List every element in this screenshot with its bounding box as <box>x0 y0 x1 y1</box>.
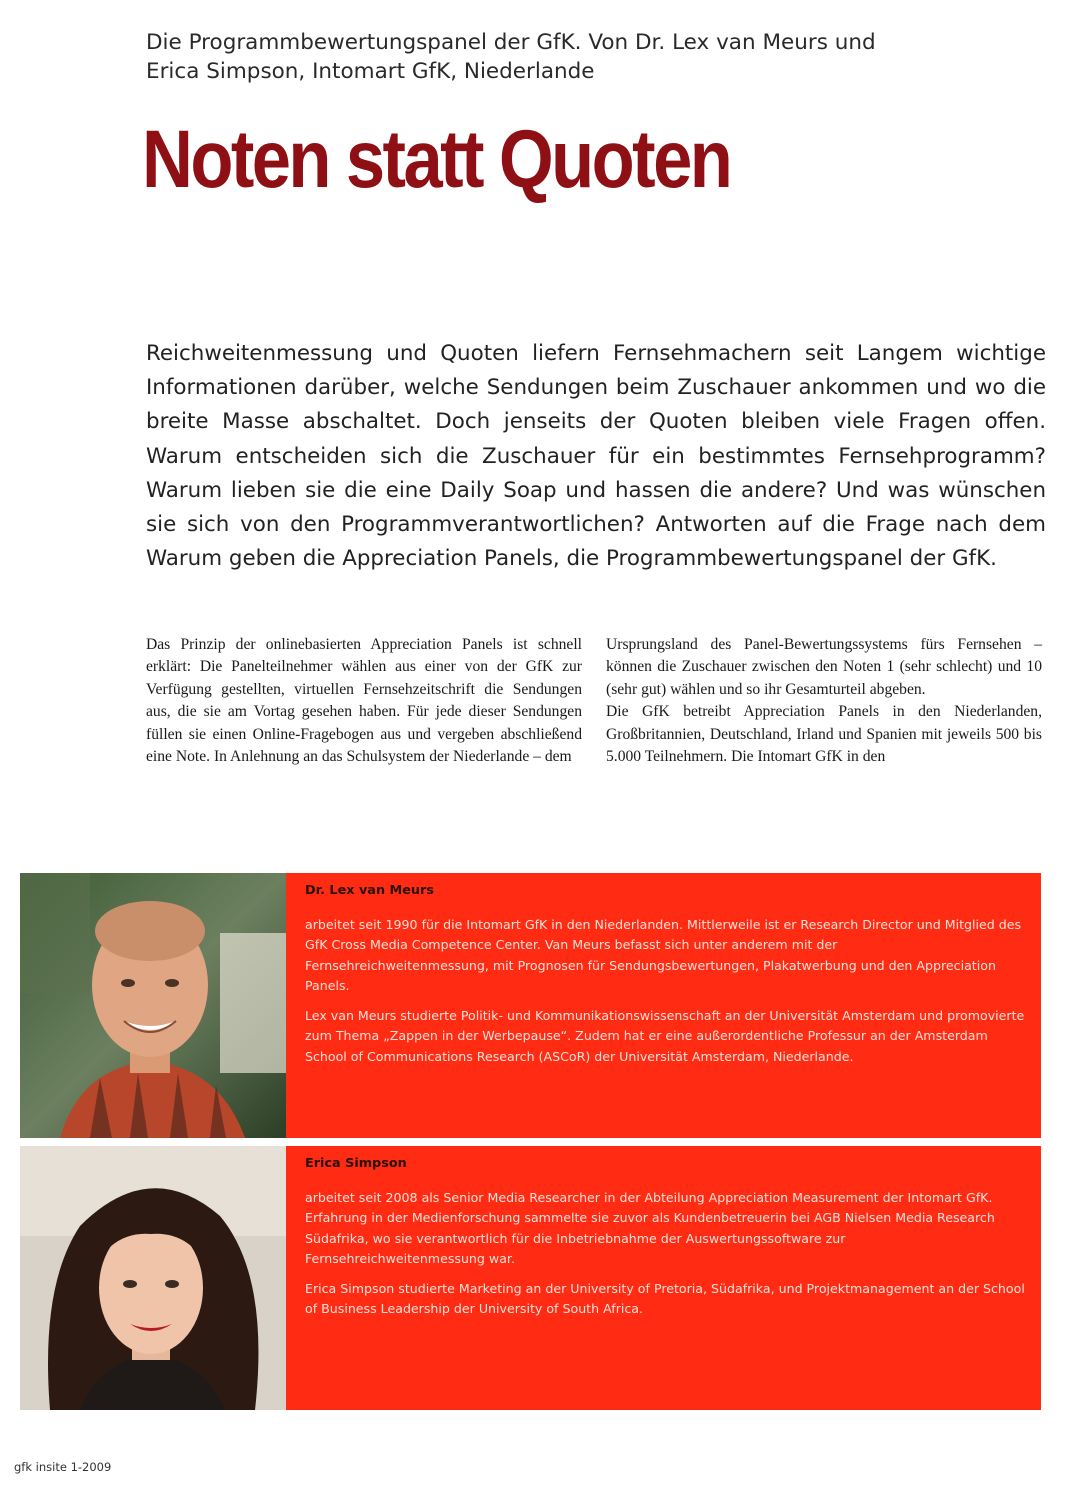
byline-line-2: Erica Simpson, Intomart GfK, Niederlande <box>146 59 595 84</box>
body-column-right <box>606 634 1042 804</box>
author-bio-text <box>305 1154 1025 1329</box>
bio-paragraph: arbeitet seit 1990 für die Intomart GfK in den Niederlanden. Mittlerweile ist er Research Director und Mitglied des GfK Cross Media Competence Center. Van Meurs befasst sich unter anderem mit der Fernsehreichweitenmessung, mit Prognosen für Sendungsbewertungen, Plakatwerbung und den Appreciation Panels. <box>305 916 1022 993</box>
author-bio-box <box>20 1146 1041 1410</box>
author-photo <box>20 1146 286 1410</box>
article-headline: Noten statt Quoten <box>142 114 731 205</box>
byline <box>146 28 1006 86</box>
author-photo <box>20 873 286 1138</box>
body-paragraph: Das Prinzip der onlinebasierten Appreciation Panels ist schnell erklärt: Die Panelteilnehmer wählen aus einer von der GfK zur Verfügung gestellten, virtuellen Fernsehzeitschrift die Sendungen aus, die sie am Vortag gesehen haben. Für jede dieser Sendungen füllen sie einen Online-Fragebogen aus und vergeben abschließend eine Note. In Anlehnung an das Schulsystem der Niederlande – dem <box>146 636 582 766</box>
bio-paragraph: arbeitet seit 2008 als Senior Media Researcher in der Abteilung Appreciation Measurement der Intomart GfK. Erfahrung in der Medienforschung sammelte sie zuvor als Kundenbetreuerin bei AGB Nielsen Media Research Südafrika, wo sie verantwortlich für die Inbetriebnahme der Auswertungssoftware zur Fernsehreichweitenmessung war. <box>305 1189 995 1266</box>
body-column-left <box>146 634 582 804</box>
author-bio-text <box>305 881 1025 1076</box>
body-columns <box>146 634 1042 804</box>
author-name: Erica Simpson <box>305 1156 407 1171</box>
body-paragraph: Die GfK betreibt Appreciation Panels in den Niederlanden, Großbritannien, Deutschland, Irland und Spanien mit jeweils 500 bis 5.000 Teilnehmern. Die Intomart GfK in den <box>606 703 1042 766</box>
bio-paragraph: Lex van Meurs studierte Politik- und Kommunikationswissenschaft an der Universität Amsterdam und promovierte zum Thema „Zappen in der Werbepause“. Zudem hat er eine außerordentliche Professur an der Amsterdam School of Communications Research (ASCoR) der Universität Amsterdam, Niederlande. <box>305 1007 1025 1064</box>
page-footer: gfk insite 1-2009 <box>14 1460 112 1474</box>
author-name: Dr. Lex van Meurs <box>305 883 434 898</box>
bio-divider <box>20 1138 1041 1146</box>
body-paragraph: Ursprungsland des Panel-Bewertungssystems fürs Fernsehen – können die Zuschauer zwischen den Noten 1 (sehr schlecht) und 10 (sehr gut) wählen und so ihr Gesamturteil abgeben. <box>606 636 1042 698</box>
bio-paragraph: Erica Simpson studierte Marketing an der University of Pretoria, Südafrika, und Projektmanagement an der School of Business Leadership der University of South Africa. <box>305 1280 1025 1316</box>
author-bio-box <box>20 873 1041 1138</box>
lead-paragraph: Reichweitenmessung und Quoten liefern Fernsehmachern seit Langem wichtige Informationen darüber, welche Sendungen beim Zuschauer ankommen und wo die breite Masse abschaltet. Doch jenseits der Quoten bleiben viele Fragen offen. Warum entscheiden sich die Zuschauer für ein bestimmtes Fernsehprogramm? Warum lieben sie die eine Daily Soap und hassen die andere? Und was wünschen sie sich von den Programmverantwortlichen? Antworten auf die Frage nach dem Warum geben die Appreciation Panels, die Programmbewertungspanel der GfK. <box>146 341 1046 572</box>
byline-line-1: Die Programmbewertungspanel der GfK. Von Dr. Lex van Meurs und <box>146 30 876 55</box>
